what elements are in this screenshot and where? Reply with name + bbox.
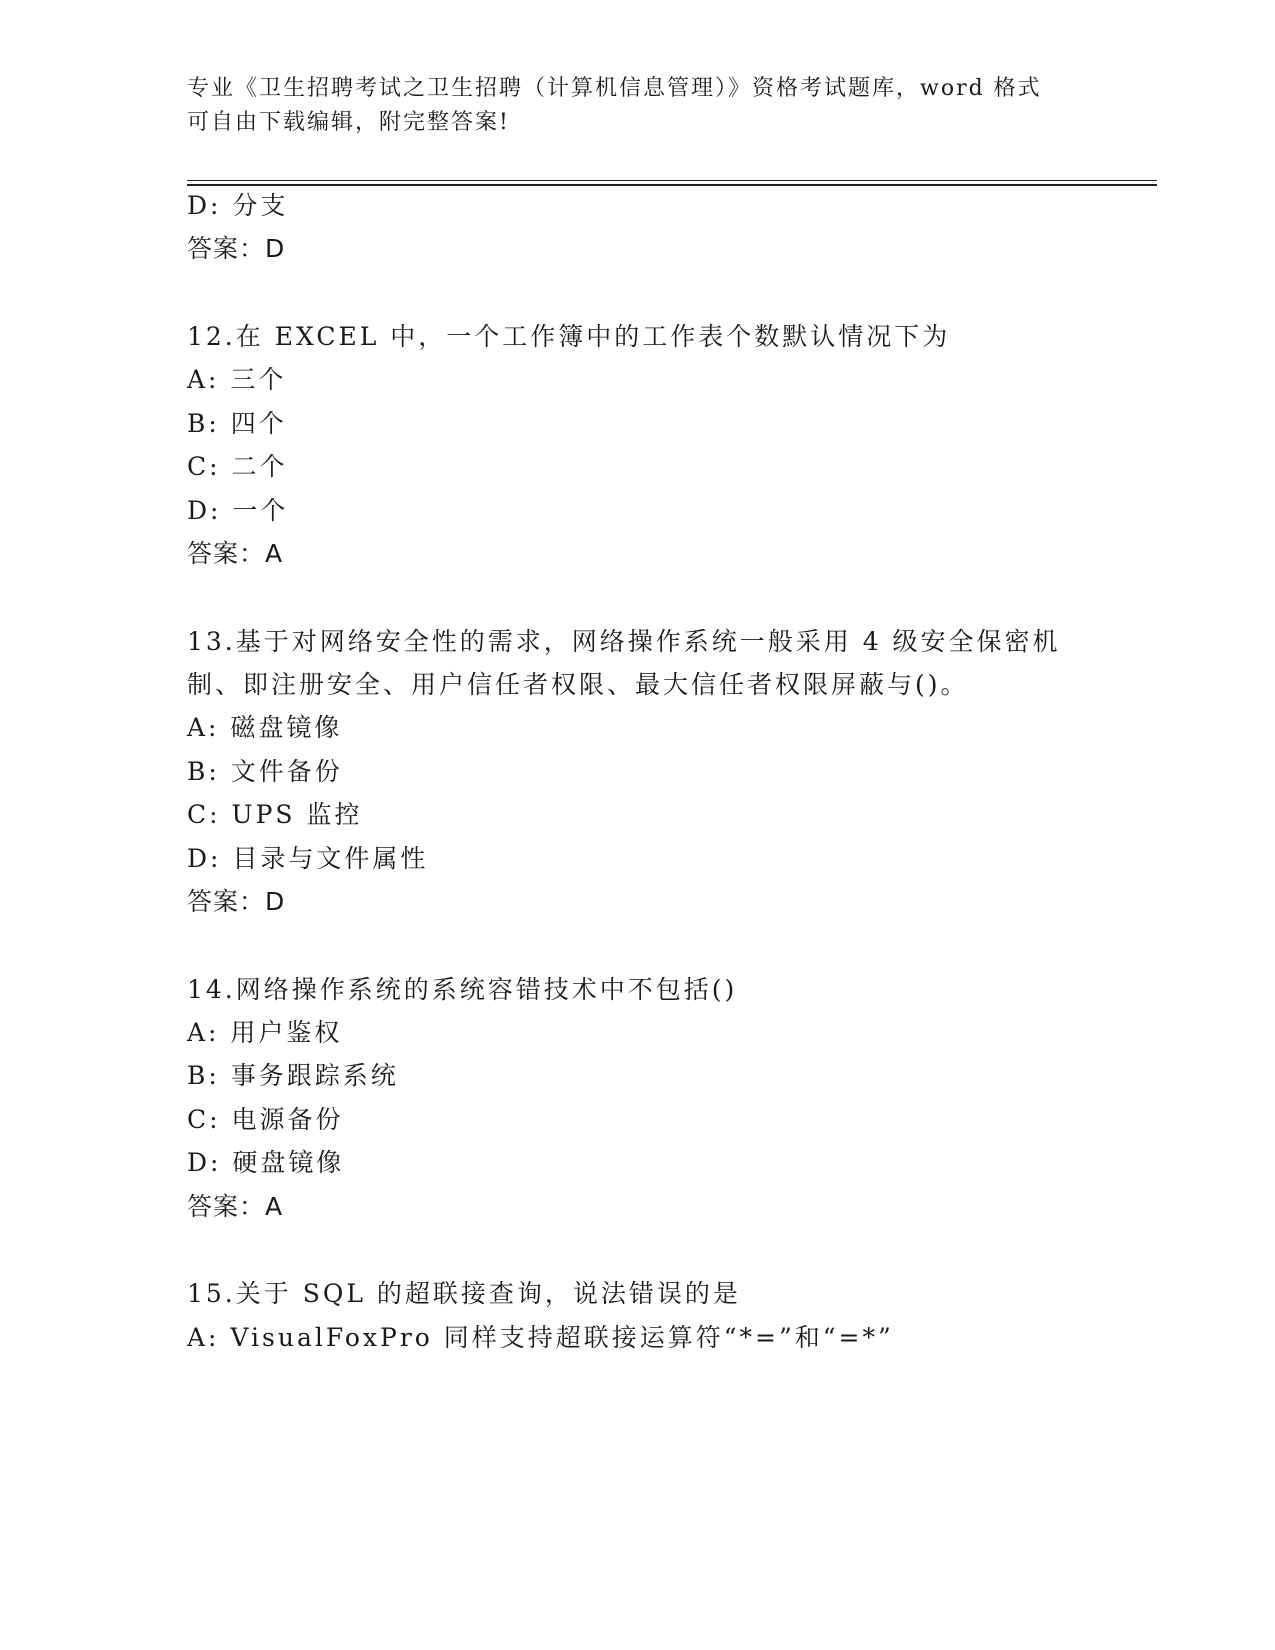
q12-option-c: C: 二个 bbox=[187, 452, 288, 481]
q13-stem-line-1: 13.基于对网络安全性的需求，网络操作系统一般采用 4 级安全保密机 bbox=[187, 627, 1061, 656]
q13-option-b: B: 文件备份 bbox=[187, 757, 343, 786]
header-line-2: 可自由下载编辑，附完整答案! bbox=[187, 110, 510, 135]
q12-stem: 12.在 EXCEL 中，一个工作簿中的工作表个数默认情况下为 bbox=[187, 322, 951, 351]
q14-stem: 14.网络操作系统的系统容错技术中不包括() bbox=[187, 975, 738, 1004]
document-header bbox=[187, 72, 1087, 140]
q13-option-a: A: 磁盘镜像 bbox=[187, 713, 343, 742]
q15-stem: 15.关于 SQL 的超联接查询，说法错误的是 bbox=[187, 1279, 741, 1308]
q12-option-b: B: 四个 bbox=[187, 409, 287, 438]
header-line-1: 专业《卫生招聘考试之卫生招聘（计算机信息管理）》资格考试题库，word 格式 bbox=[187, 76, 1042, 101]
header-divider-thin bbox=[187, 180, 1157, 181]
q13-option-c: C: UPS 监控 bbox=[187, 800, 363, 829]
q12-answer: 答案：A bbox=[187, 539, 284, 568]
q12-option-d: D: 一个 bbox=[187, 496, 289, 525]
q14-option-a: A: 用户鉴权 bbox=[187, 1018, 343, 1047]
q14-option-b: B: 事务跟踪系统 bbox=[187, 1061, 399, 1090]
prev-option-d: D: 分支 bbox=[187, 191, 289, 220]
q15-option-a: A: VisualFoxPro 同样支持超联接运算符“*=”和“=*” bbox=[187, 1323, 894, 1352]
q14-option-d: D: 硬盘镜像 bbox=[187, 1148, 345, 1177]
q14-option-c: C: 电源备份 bbox=[187, 1105, 344, 1134]
q13-stem-line-2: 制、即注册安全、用户信任者权限、最大信任者权限屏蔽与()。 bbox=[187, 670, 969, 699]
prev-answer: 答案：D bbox=[187, 234, 286, 263]
header-divider-thick bbox=[187, 184, 1157, 186]
q13-option-d: D: 目录与文件属性 bbox=[187, 844, 429, 873]
q14-answer: 答案：A bbox=[187, 1192, 284, 1221]
q12-option-a: A: 三个 bbox=[187, 365, 287, 394]
q13-answer: 答案：D bbox=[187, 887, 286, 916]
